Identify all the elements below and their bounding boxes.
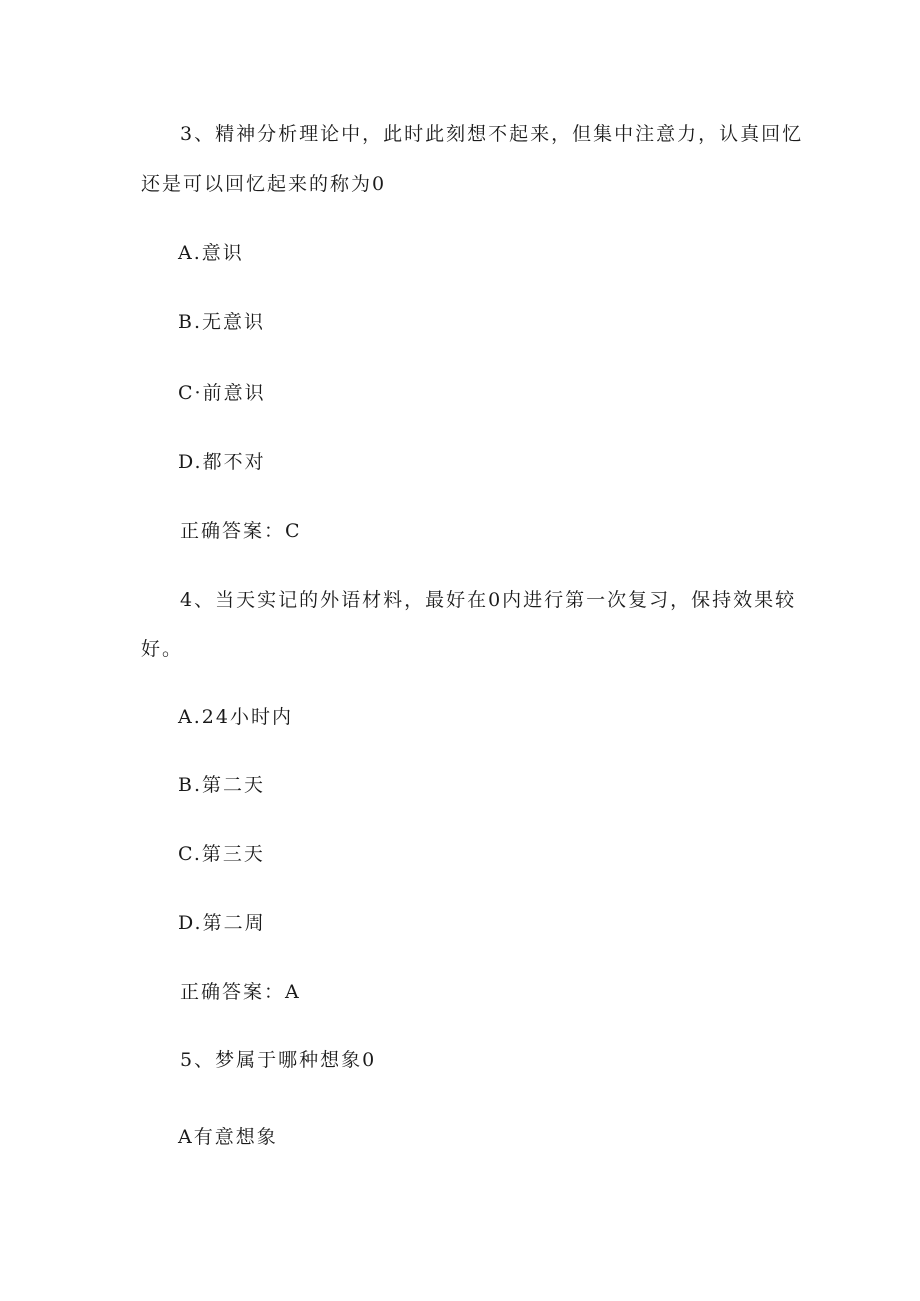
question-4-option-a: A.24小时内 — [178, 706, 293, 728]
question-3-stem-line1: 3、精神分析理论中，此时此刻想不起来，但集中注意力，认真回忆 — [180, 123, 804, 145]
question-4-stem-line1: 4、当天实记的外语材料，最好在0内进行第一次复习，保持效果较 — [180, 589, 797, 611]
question-4-option-b: B.第二天 — [178, 774, 266, 796]
question-3-option-c: C·前意识 — [178, 382, 266, 404]
question-4-stem-line2: 好。 — [141, 638, 184, 660]
question-5-option-a: A有意想象 — [178, 1126, 278, 1148]
question-3-option-b: B.无意识 — [178, 311, 266, 333]
question-4-option-d: D.第二周 — [178, 912, 266, 934]
question-3-stem-line2: 还是可以回忆起来的称为0 — [141, 173, 387, 195]
question-3-answer: 正确答案：C — [180, 520, 302, 542]
question-3-option-d: D.都不对 — [178, 451, 266, 473]
question-3-option-a: A.意识 — [178, 242, 244, 264]
question-4-answer: 正确答案：A — [180, 981, 301, 1003]
question-5-stem-line1: 5、梦属于哪种想象0 — [180, 1049, 377, 1071]
question-4-option-c: C.第三天 — [178, 843, 265, 865]
